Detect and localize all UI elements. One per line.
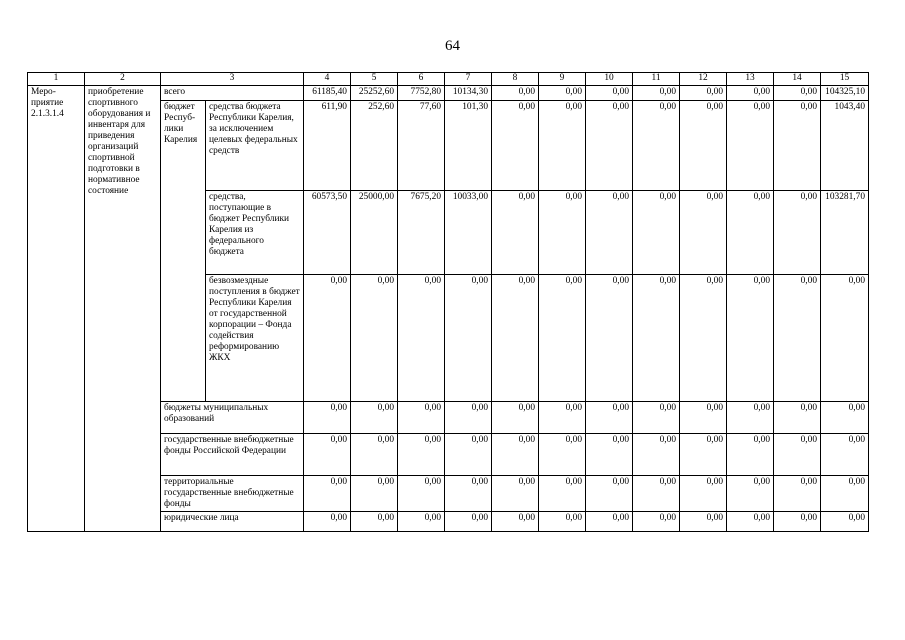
row-label: территориальные государственные внебюджетные фонды xyxy=(161,476,304,512)
value-cell: 0,00 xyxy=(680,191,727,275)
header-cell: 6 xyxy=(398,73,445,86)
value-cell: 0,00 xyxy=(774,434,821,476)
header-cell: 4 xyxy=(304,73,351,86)
value-cell: 0,00 xyxy=(539,101,586,191)
value-cell: 77,60 xyxy=(398,101,445,191)
value-cell: 0,00 xyxy=(727,101,774,191)
value-cell: 0,00 xyxy=(633,434,680,476)
value-cell: 0,00 xyxy=(680,402,727,434)
budget-group-label: бюджет Респуб-лики Карелия xyxy=(161,101,206,402)
row-label: государственные внебюджетные фонды Российской Федерации xyxy=(161,434,304,476)
value-cell: 0,00 xyxy=(351,434,398,476)
value-cell: 0,00 xyxy=(774,275,821,402)
value-cell: 0,00 xyxy=(492,275,539,402)
value-cell: 0,00 xyxy=(351,512,398,532)
row-label: всего xyxy=(161,86,304,101)
value-cell: 0,00 xyxy=(727,191,774,275)
value-cell: 611,90 xyxy=(304,101,351,191)
value-cell: 0,00 xyxy=(680,101,727,191)
header-cell: 12 xyxy=(680,73,727,86)
value-cell: 0,00 xyxy=(492,101,539,191)
value-cell: 0,00 xyxy=(727,275,774,402)
value-cell: 0,00 xyxy=(539,434,586,476)
value-cell: 0,00 xyxy=(351,275,398,402)
value-cell: 0,00 xyxy=(492,476,539,512)
value-cell: 0,00 xyxy=(304,512,351,532)
header-cell: 3 xyxy=(161,73,304,86)
row-label: средства бюджета Республики Карелия, за исключением целевых федеральных средств xyxy=(206,101,304,191)
value-cell: 0,00 xyxy=(492,402,539,434)
value-cell: 0,00 xyxy=(445,512,492,532)
value-cell: 0,00 xyxy=(633,101,680,191)
value-cell: 0,00 xyxy=(680,512,727,532)
value-cell: 0,00 xyxy=(774,402,821,434)
header-cell: 13 xyxy=(727,73,774,86)
value-cell: 0,00 xyxy=(445,476,492,512)
row-label: средства, поступающие в бюджет Республики Карелия из федерального бюджета xyxy=(206,191,304,275)
value-cell: 0,00 xyxy=(398,434,445,476)
value-cell: 0,00 xyxy=(680,86,727,101)
value-cell: 0,00 xyxy=(398,402,445,434)
value-cell: 0,00 xyxy=(586,191,633,275)
value-cell: 0,00 xyxy=(586,86,633,101)
value-cell: 0,00 xyxy=(774,476,821,512)
page-number: 64 xyxy=(445,38,460,54)
header-cell: 5 xyxy=(351,73,398,86)
value-cell: 0,00 xyxy=(304,402,351,434)
value-cell: 0,00 xyxy=(821,512,869,532)
value-cell: 0,00 xyxy=(304,275,351,402)
value-cell: 0,00 xyxy=(398,275,445,402)
header-cell: 9 xyxy=(539,73,586,86)
row-label: безвозмездные поступления в бюджет Республики Карелия от государственной корпорации – Фонда содействия реформированию ЖКХ xyxy=(206,275,304,402)
value-cell: 60573,50 xyxy=(304,191,351,275)
value-cell: 0,00 xyxy=(727,512,774,532)
value-cell: 25000,00 xyxy=(351,191,398,275)
value-cell: 101,30 xyxy=(445,101,492,191)
value-cell: 0,00 xyxy=(445,434,492,476)
header-cell: 10 xyxy=(586,73,633,86)
value-cell: 0,00 xyxy=(680,275,727,402)
value-cell: 0,00 xyxy=(727,86,774,101)
value-cell: 0,00 xyxy=(727,476,774,512)
value-cell: 0,00 xyxy=(539,402,586,434)
value-cell: 0,00 xyxy=(586,476,633,512)
value-cell: 0,00 xyxy=(774,512,821,532)
value-cell: 252,60 xyxy=(351,101,398,191)
table-row-total xyxy=(28,86,869,101)
value-cell: 0,00 xyxy=(633,512,680,532)
value-cell: 10134,30 xyxy=(445,86,492,101)
value-cell: 0,00 xyxy=(351,476,398,512)
value-cell: 0,00 xyxy=(492,191,539,275)
value-cell: 10033,00 xyxy=(445,191,492,275)
header-cell: 14 xyxy=(774,73,821,86)
value-cell: 0,00 xyxy=(586,101,633,191)
value-cell: 0,00 xyxy=(351,402,398,434)
header-cell: 8 xyxy=(492,73,539,86)
value-cell: 0,00 xyxy=(821,275,869,402)
value-cell: 0,00 xyxy=(492,86,539,101)
value-cell: 0,00 xyxy=(633,476,680,512)
header-cell: 11 xyxy=(633,73,680,86)
value-cell: 0,00 xyxy=(398,476,445,512)
value-cell: 0,00 xyxy=(539,86,586,101)
value-cell: 0,00 xyxy=(304,476,351,512)
value-cell: 0,00 xyxy=(633,275,680,402)
value-cell: 0,00 xyxy=(680,434,727,476)
value-cell: 0,00 xyxy=(586,402,633,434)
value-cell: 0,00 xyxy=(539,275,586,402)
value-cell: 0,00 xyxy=(727,402,774,434)
header-row xyxy=(28,73,869,86)
value-cell: 0,00 xyxy=(774,86,821,101)
value-cell: 7675,20 xyxy=(398,191,445,275)
event-description: приобретение спортивного оборудования и инвентаря для приведения организаций спортивной подготовки в нормативное состояние xyxy=(85,86,161,532)
value-cell: 0,00 xyxy=(445,402,492,434)
value-cell: 7752,80 xyxy=(398,86,445,101)
value-cell: 104325,10 xyxy=(821,86,869,101)
value-cell: 0,00 xyxy=(492,512,539,532)
value-cell: 0,00 xyxy=(586,512,633,532)
header-cell: 2 xyxy=(85,73,161,86)
row-label: юридические лица xyxy=(161,512,304,532)
event-code: Меро-приятие 2.1.3.1.4 xyxy=(28,86,85,532)
value-cell: 0,00 xyxy=(304,434,351,476)
value-cell: 0,00 xyxy=(727,434,774,476)
value-cell: 61185,40 xyxy=(304,86,351,101)
value-cell: 0,00 xyxy=(633,402,680,434)
value-cell: 103281,70 xyxy=(821,191,869,275)
value-cell: 0,00 xyxy=(586,275,633,402)
header-cell: 1 xyxy=(28,73,85,86)
value-cell: 25252,60 xyxy=(351,86,398,101)
value-cell: 0,00 xyxy=(633,191,680,275)
value-cell: 0,00 xyxy=(774,101,821,191)
value-cell: 0,00 xyxy=(774,191,821,275)
value-cell: 0,00 xyxy=(445,275,492,402)
budget-table xyxy=(27,72,869,532)
header-cell: 7 xyxy=(445,73,492,86)
header-cell: 15 xyxy=(821,73,869,86)
value-cell: 0,00 xyxy=(539,476,586,512)
value-cell: 0,00 xyxy=(539,512,586,532)
value-cell: 0,00 xyxy=(821,402,869,434)
value-cell: 0,00 xyxy=(821,476,869,512)
value-cell: 0,00 xyxy=(680,476,727,512)
value-cell: 0,00 xyxy=(539,191,586,275)
value-cell: 0,00 xyxy=(633,86,680,101)
value-cell: 0,00 xyxy=(586,434,633,476)
value-cell: 0,00 xyxy=(398,512,445,532)
value-cell: 0,00 xyxy=(492,434,539,476)
row-label: бюджеты муниципальных образований xyxy=(161,402,304,434)
value-cell: 1043,40 xyxy=(821,101,869,191)
value-cell: 0,00 xyxy=(821,434,869,476)
